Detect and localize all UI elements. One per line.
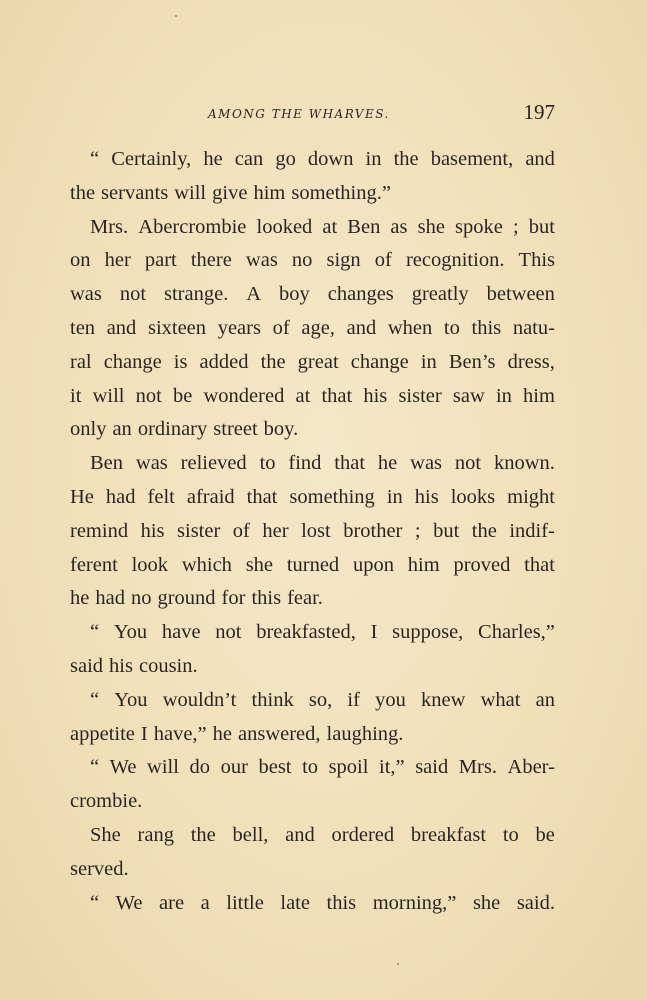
word: no [291, 249, 313, 272]
word: not [119, 283, 147, 306]
word: of [272, 316, 290, 339]
word: servants [101, 181, 169, 204]
word: she [417, 215, 445, 238]
text-line [70, 853, 555, 887]
page-number: 197 [523, 100, 555, 124]
word: not [215, 621, 242, 644]
text-line [70, 549, 555, 583]
word: was [135, 452, 168, 475]
text-line [70, 785, 555, 819]
word: this [326, 891, 357, 914]
word: He [70, 485, 94, 508]
text-line [70, 143, 555, 177]
word: “ [90, 148, 100, 170]
word: in [365, 148, 382, 170]
word: ordered [331, 823, 395, 846]
word: Mrs. [458, 756, 497, 779]
word: bell, [232, 823, 269, 846]
word: age, [301, 316, 335, 339]
word: Ben’s [448, 350, 496, 373]
word: best [258, 756, 292, 779]
word: natu- [512, 316, 555, 339]
text-line [70, 515, 555, 549]
word: looked [256, 215, 313, 238]
word: looks [450, 485, 496, 508]
word: served. [70, 857, 129, 880]
word: was [245, 249, 278, 272]
word: years [217, 316, 261, 339]
page-header [70, 100, 555, 130]
word: sign [326, 249, 361, 272]
text-line [70, 413, 555, 447]
word: We [109, 756, 137, 779]
word: Charles,” [478, 621, 555, 644]
word: “ [90, 756, 100, 779]
word: cousin. [138, 654, 198, 677]
word: answered, [238, 722, 321, 745]
text-line [70, 278, 555, 312]
running-title: AMONG THE WHARVES. [208, 107, 390, 121]
word: strange. [164, 283, 229, 306]
word: Abercrombie [138, 215, 247, 238]
word: remind [70, 519, 129, 542]
word: you [375, 688, 406, 711]
word: great [297, 350, 339, 373]
word: late [280, 891, 310, 914]
word: only [70, 418, 107, 441]
word: so, [308, 688, 333, 711]
word: street [213, 418, 258, 441]
word: it,” [379, 756, 405, 779]
word: was [410, 452, 443, 475]
word: an [535, 688, 555, 711]
word: to [443, 316, 460, 339]
word: “ [90, 621, 100, 644]
word: is [173, 350, 188, 373]
paper-speck [175, 15, 177, 17]
word: it [70, 384, 82, 407]
word: him [407, 553, 440, 576]
word: and [285, 823, 315, 846]
word: no [130, 587, 152, 610]
word: that [246, 485, 278, 508]
word: when [387, 316, 433, 339]
word: him [523, 384, 555, 407]
text-line [70, 312, 555, 346]
word: he [377, 452, 398, 475]
word: “ [90, 688, 100, 711]
word: his [140, 519, 165, 542]
word: felt [147, 485, 175, 508]
word: in [495, 384, 512, 407]
word: saw [452, 384, 485, 407]
text-line [70, 751, 555, 785]
word: appetite [70, 722, 135, 745]
word: crombie. [70, 790, 143, 813]
word: he [212, 722, 232, 745]
word: she [472, 891, 501, 914]
word: on [70, 249, 91, 272]
word: changes [327, 283, 394, 306]
text-line [70, 346, 555, 380]
word: an [112, 418, 132, 441]
word: do [189, 756, 211, 779]
word: knew [421, 688, 466, 711]
word: afraid [186, 485, 235, 508]
word: Ben [347, 215, 381, 238]
word: sister [177, 519, 221, 542]
word: his [109, 654, 133, 677]
word: breakfasted, [256, 621, 356, 644]
word: We [115, 891, 143, 914]
text-line [70, 481, 555, 515]
word: proved [453, 553, 511, 576]
word: breakfast [410, 823, 487, 846]
word: had [105, 485, 136, 508]
word: wondered [203, 384, 285, 407]
word: You [113, 621, 148, 644]
word: think [251, 688, 294, 711]
word: in [386, 485, 403, 508]
word: part [144, 249, 177, 272]
word: what [480, 688, 521, 711]
word: at [295, 384, 311, 407]
word: ; [414, 519, 421, 542]
word: if [347, 688, 360, 711]
word: recognition. [405, 249, 505, 272]
word: I [370, 621, 378, 644]
word: have [161, 621, 201, 644]
word: be [535, 823, 555, 846]
word: known. [494, 452, 555, 475]
body-text [70, 143, 555, 920]
word: this [251, 587, 282, 610]
word: Ben [90, 452, 124, 475]
text-line [70, 616, 555, 650]
word: but [433, 519, 460, 542]
word: sister [398, 384, 442, 407]
word: turned [286, 553, 340, 576]
word: might [507, 485, 555, 508]
word: our [220, 756, 248, 779]
text-line [70, 819, 555, 853]
word: something [289, 485, 375, 508]
paper-speck [397, 963, 399, 965]
word: spoke [455, 215, 503, 238]
word: fear. [287, 587, 323, 610]
word: that [321, 384, 353, 407]
word: but [528, 215, 555, 238]
word: to [502, 823, 519, 846]
word: her [262, 519, 289, 542]
word: upon [352, 553, 394, 576]
word: go [275, 148, 296, 170]
word: morning,” [372, 891, 457, 914]
word: have,” [153, 722, 207, 745]
word: this [471, 316, 502, 339]
text-line [70, 887, 555, 921]
word: brother [343, 519, 403, 542]
word: find [288, 452, 322, 475]
word: said [70, 654, 104, 677]
text-line [70, 650, 555, 684]
word: him [253, 181, 286, 204]
text-line [70, 244, 555, 278]
word: change [350, 350, 409, 373]
word: change [103, 350, 162, 373]
word: he [203, 148, 223, 170]
word: something.” [291, 181, 391, 204]
word: had [95, 587, 125, 610]
word: are [159, 891, 185, 914]
word: of [232, 519, 250, 542]
word: the [260, 350, 286, 373]
word: lost [301, 519, 331, 542]
text-line [70, 582, 555, 616]
text-line [70, 447, 555, 481]
word: ground [157, 587, 216, 610]
word: I [140, 722, 148, 745]
word: can [234, 148, 264, 170]
word: a [200, 891, 210, 914]
word: be [172, 384, 193, 407]
word: Aber- [507, 756, 555, 779]
text-line [70, 177, 555, 211]
word: will [92, 384, 125, 407]
word: which [181, 553, 232, 576]
word: the [393, 148, 419, 170]
word: basement, [430, 148, 514, 170]
word: the [190, 823, 216, 846]
word: said [415, 756, 449, 779]
text-line [70, 684, 555, 718]
word: said. [516, 891, 555, 914]
word: that [334, 452, 366, 475]
word: as [390, 215, 408, 238]
word: of [374, 249, 392, 272]
word: that [524, 553, 555, 576]
word: boy [279, 283, 310, 306]
word: She [90, 823, 121, 846]
word: was [70, 283, 102, 306]
word: her [104, 249, 131, 272]
word: boy. [263, 418, 299, 441]
text-line [70, 718, 555, 752]
word: she [245, 553, 274, 576]
text-line [70, 211, 555, 245]
word: the [471, 519, 497, 542]
word: in [420, 350, 437, 373]
word: sixteen [147, 316, 207, 339]
word: to [259, 452, 276, 475]
word: ; [512, 215, 519, 238]
word: greatly [411, 283, 469, 306]
text-line [70, 380, 555, 414]
word: “ [90, 891, 100, 914]
word: not [454, 452, 482, 475]
word: his [414, 485, 439, 508]
word: added [199, 350, 249, 373]
word: relieved [180, 452, 247, 475]
word: dress, [507, 350, 555, 373]
word: wouldn’t [162, 688, 237, 711]
word: will [147, 756, 179, 779]
word: ten [70, 316, 96, 339]
word: will [174, 181, 207, 204]
word: his [363, 384, 388, 407]
word: and [525, 148, 555, 170]
word: and [346, 316, 377, 339]
word: You [114, 688, 148, 711]
word: rang [137, 823, 174, 846]
word: there [190, 249, 232, 272]
word: give [212, 181, 248, 204]
word: he [70, 587, 90, 610]
word: little [226, 891, 264, 914]
word: ral [70, 350, 92, 373]
word: and [106, 316, 137, 339]
word: look [131, 553, 169, 576]
word: indif- [509, 519, 555, 542]
word: for [221, 587, 246, 610]
word: Mrs. [90, 215, 129, 238]
word: suppose, [392, 621, 464, 644]
word: laughing. [326, 722, 404, 745]
word: ordinary [137, 418, 208, 441]
word: A [246, 283, 262, 306]
word: the [70, 181, 96, 204]
word: spoil [328, 756, 369, 779]
word: This [518, 249, 555, 272]
word: Certainly, [111, 148, 192, 170]
word: ferent [70, 553, 118, 576]
word: not [135, 384, 162, 407]
word: to [302, 756, 319, 779]
word: down [307, 148, 354, 170]
word: at [322, 215, 338, 238]
word: between [486, 283, 555, 306]
